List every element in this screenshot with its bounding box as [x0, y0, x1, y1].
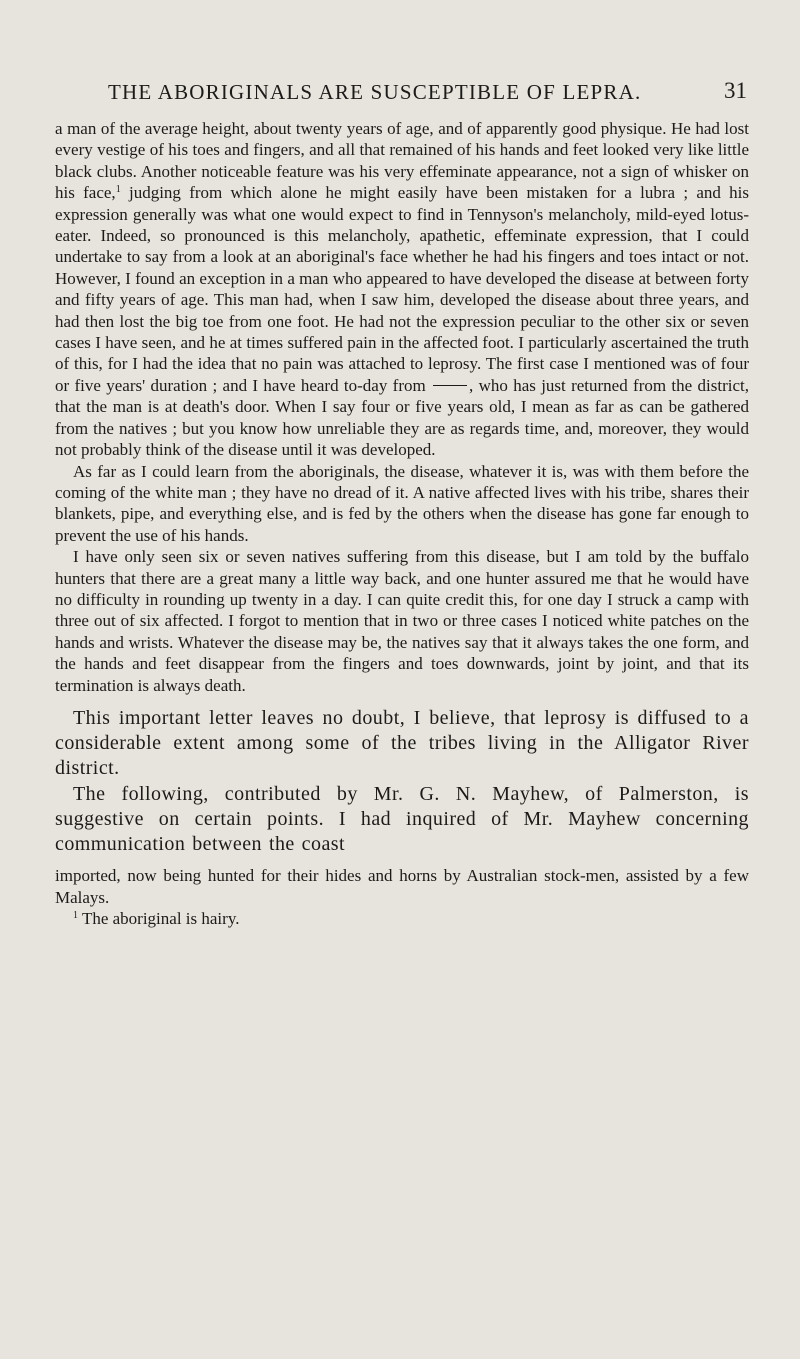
page-header: [0, 80, 800, 110]
paragraph: I have only seen six or seven natives suffering from this disease, but I am told by the buffalo hunters that there are a great many a little way back, and one hunter assured me that he would have no difficulty in rounding up twenty in a day. I can quite credit this, for one day I struck a camp with three out of six affected. I forgot to mention that in two or three cases I noticed white patches on the hands and wrists. Whatever the disease may be, the natives say that it always takes the one form, and the hands and feet disappear from the fingers and toes downwards, joint by joint, and that its termination is always death.: [55, 547, 749, 695]
page-body: [55, 118, 749, 929]
paragraph: [55, 118, 749, 461]
paragraph: imported, now being hunted for their hides and horns by Australian stock-men, assisted by a few Malays.: [55, 866, 749, 907]
running-title: THE ABORIGINALS ARE SUSCEPTIBLE OF LEPRA.: [108, 80, 642, 104]
footnote-marker: 1: [73, 910, 78, 921]
author-commentary: [55, 706, 749, 857]
footnote: [55, 908, 749, 929]
paragraph: This important letter leaves no doubt, I believe, that leprosy is diffused to a considerable extent among some of the tribes living in the Alligator River district.: [55, 706, 749, 780]
quoted-letter: [55, 118, 749, 696]
footnote-text: The aboriginal is hairy.: [78, 909, 240, 928]
paragraph: The following, contributed by Mr. G. N. Mayhew, of Palmerston, is suggestive on certain points. I had inquired of Mr. Mayhew concerning communication between the coast: [55, 782, 749, 855]
paragraph-text: , who has just returned from the district, that the man is at death's door. When I say four or five years old, I mean as far as can be gathered from the natives ; but you know how unreliable they are as regards time, and, moreover, they would not probably think of the disease until it was developed.: [55, 375, 749, 460]
paragraph-text: a man of the average height, about twenty years of age, and of apparently good physique. He had lost every vestige of his toes and fingers, and all that remained of his hands and feet looked very like little black clubs. Another noticeable feature was his very effeminate appearance, not a sign of whisker on his face,: [55, 119, 749, 203]
continuation: [55, 865, 749, 929]
page-number: 31: [724, 78, 747, 103]
paragraph-text: judging from which alone he might easily have been mistaken for a lubra ; and his expression generally was what one would expect to find in Tennyson's melancholy, mild-eyed lotus-eater. Indeed, so pronounced is this melancholy, apathetic, effeminate expression, that I could undertake to say from a look at an aboriginal's face whether he had his fingers and toes intact or not. However, I found an exception in a man who appeared to have developed the disease at between forty and fifty years of age. This man had, when I saw him, developed the disease about three years, and had then lost the big toe from one foot. He had not the expression peculiar to the other six or seven cases I have seen, and he at times suffered pain in the affected foot. I particularly ascertained the truth of this, for I had the idea that no pain was attached to leprosy. The first case I mentioned was of four or five years' duration ; and I have heard to-day from: [55, 183, 750, 395]
name-omission-dash: [433, 385, 467, 386]
footnote-reference: 1: [115, 184, 121, 196]
paragraph: As far as I could learn from the aboriginals, the disease, whatever it is, was with them before the coming of the white man ; they have no dread of it. A native affected lives with his tribe, shares their blankets, pipe, and everything else, and is fed by the others when the disease has gone far enough to prevent the use of his hands.: [55, 461, 749, 545]
